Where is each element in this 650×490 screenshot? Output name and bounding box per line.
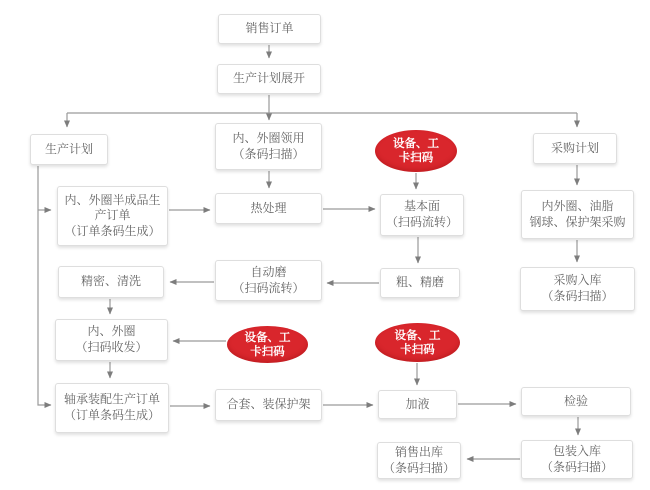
node-label: 内、外圈半成品生产订单	[64, 192, 161, 223]
badge-line: 卡扫码	[398, 150, 434, 164]
node-label: 基本面	[403, 199, 440, 214]
node-auto-grinding	[215, 260, 322, 301]
node-label: 轴承装配生产订单	[63, 392, 160, 407]
node-sublabel: 钢球、保护架采购	[529, 214, 626, 229]
scan-badge-equipment-workcard-top	[375, 130, 457, 172]
node-purchase-materials	[521, 190, 634, 239]
node-heat-treatment	[215, 193, 322, 224]
node-sublabel: （条码扫描）	[382, 460, 455, 475]
node-sales-order	[218, 14, 321, 44]
node-label: 内、外圈领用	[232, 130, 305, 145]
node-production-plan	[30, 134, 108, 165]
badge-line: 卡扫码	[400, 341, 435, 356]
node-label: 生产计划	[44, 141, 93, 156]
node-set-cage	[215, 389, 322, 421]
node-inspection	[521, 387, 631, 416]
node-sublabel: （扫码流转）	[385, 215, 458, 229]
node-sales-outbound	[377, 442, 461, 479]
node-label: 加液	[405, 396, 430, 411]
node-ring-scan-sendrecv	[55, 319, 168, 361]
node-sublabel: （条码扫描）	[541, 289, 614, 303]
node-sublabel: （订单条码生成）	[64, 223, 161, 238]
node-ring-requisition	[215, 123, 322, 170]
node-label: 热处理	[250, 200, 287, 215]
node-precision-cleaning	[58, 266, 164, 298]
node-label: 生产计划展开	[232, 71, 305, 86]
node-label: 自动磨	[250, 264, 287, 279]
node-label: 包装入库	[552, 443, 601, 458]
node-rough-fine-grinding	[380, 268, 460, 298]
node-label: 销售订单	[245, 21, 294, 36]
node-sublabel: （条码扫描）	[540, 459, 613, 474]
badge-line: 设备、工	[244, 329, 291, 344]
badge-line: 设备、工	[393, 136, 439, 151]
node-packing-inbound	[521, 440, 633, 479]
node-production-plan-expand	[217, 64, 321, 94]
badge-line: 设备、工	[394, 327, 441, 342]
node-label: 内外圈、油脂	[541, 198, 614, 213]
scan-badge-equipment-workcard-left	[227, 326, 308, 363]
scan-badge-equipment-workcard-mid	[375, 323, 460, 362]
node-label: 采购计划	[550, 140, 599, 155]
node-semi-finished-order	[57, 186, 168, 246]
node-purchase-plan	[533, 133, 617, 164]
node-purchase-inbound	[520, 267, 635, 311]
node-sublabel: （条码扫描）	[232, 146, 305, 161]
node-label: 检验	[563, 393, 588, 408]
node-sublabel: （订单条码生成）	[63, 408, 160, 422]
badge-line: 卡扫码	[250, 343, 285, 358]
connector-spine-to-assembly-order	[38, 166, 51, 405]
node-basic-surface	[380, 194, 464, 236]
node-label: 销售出库	[394, 444, 443, 459]
node-label: 采购入库	[553, 273, 602, 288]
node-bearing-assembly-order	[55, 383, 169, 433]
node-label: 内、外圈	[87, 324, 136, 339]
node-sublabel: （扫码收发）	[75, 340, 148, 354]
node-add-liquid	[378, 390, 457, 419]
node-sublabel: （扫码流转）	[232, 280, 305, 295]
node-label: 精密、清洗	[80, 274, 141, 289]
node-label: 合套、装保护架	[226, 397, 311, 412]
node-label: 粗、精磨	[395, 275, 444, 290]
